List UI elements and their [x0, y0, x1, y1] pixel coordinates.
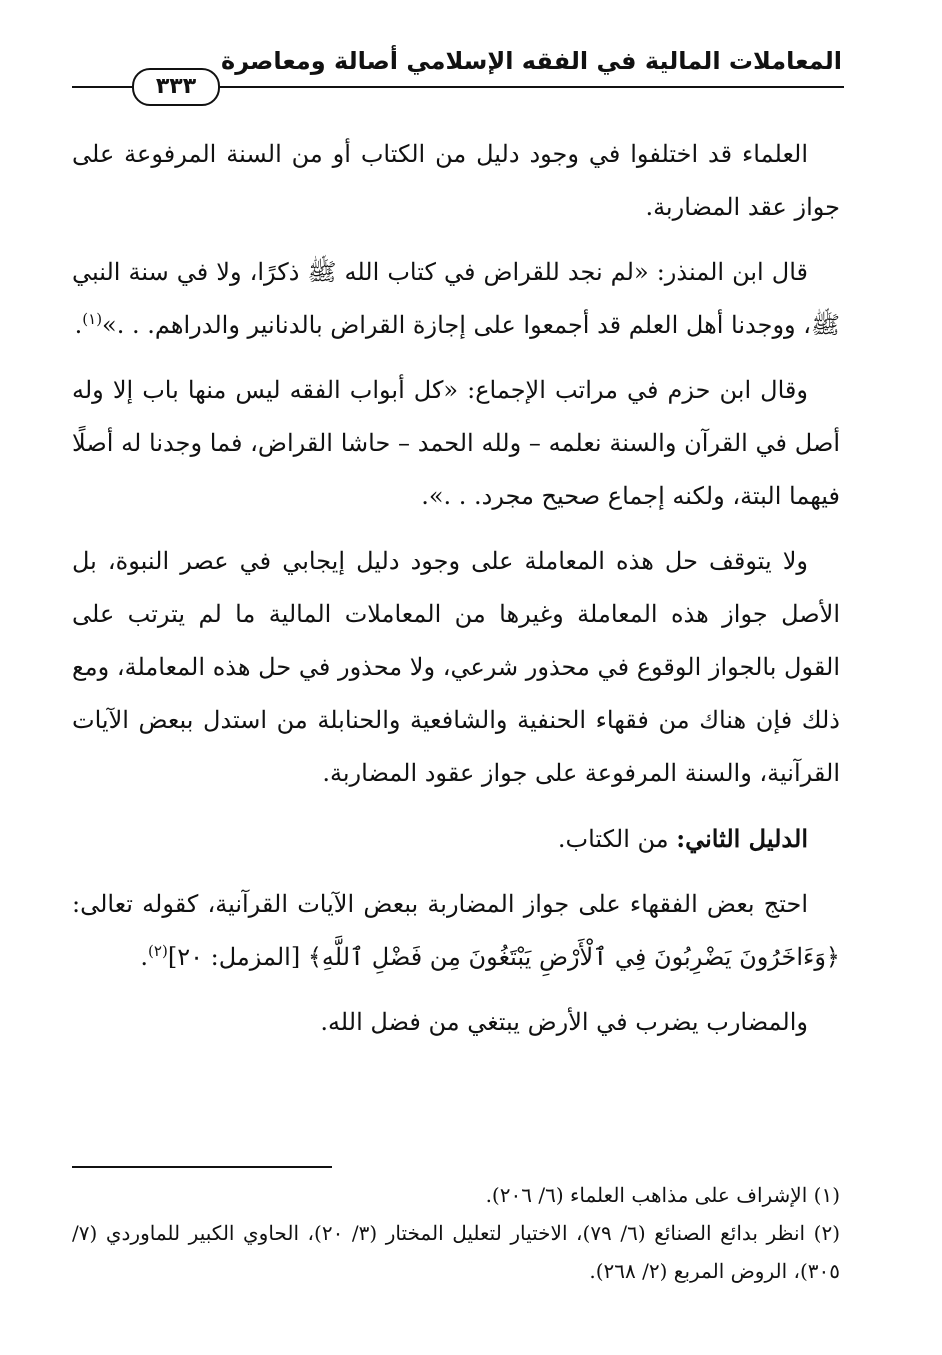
running-header-title: المعاملات المالية في الفقه الإسلامي أصالة ومعاصرة	[221, 47, 842, 75]
footnote-2: (٢) انظر بدائع الصنائع (٦/ ٧٩)، الاختيار لتعليل المختار (٣/ ٢٠)، الحاوي الكبير للماوردي (٧/ ٣٠٥)، الروض المربع (٢/ ٢٦٨).	[72, 1221, 840, 1283]
paragraph-5-text: احتج بعض الفقهاء على جواز المضاربة ببعض الآيات القرآنية، كقوله تعالى: ﴿وَءَاخَرُونَ يَضْرِبُونَ فِي ٱلْأَرْضِ يَبْتَغُونَ مِن فَضْلِ ٱللَّهِ﴾ [المزمل: ٢٠]	[72, 890, 840, 971]
section-heading-bold: الدليل الثاني:	[676, 824, 808, 853]
paragraph-5-end: .	[140, 943, 149, 971]
footnote-ref-2: (٢)	[148, 942, 168, 960]
section-heading	[72, 812, 840, 866]
main-text	[72, 128, 840, 1061]
paragraph-6: والمضارب يضرب في الأرض يبتغي من فضل الله.	[320, 1008, 808, 1036]
paragraph-5	[72, 878, 840, 984]
paragraph-3: وقال ابن حزم في مراتب الإجماع: «كل أبواب الفقه ليس منها باب إلا وله أصل في القرآن والسنة نعلمه – ولله الحمد – حاشا القراض، فما وجدنا له أصلًا فيهما البتة، ولكنه إجماع صحيح مجرد. . .».	[72, 376, 840, 510]
footnotes	[72, 1176, 840, 1290]
paragraph-2-end: .	[74, 311, 83, 339]
paragraph-2-text: قال ابن المنذر: «لم نجد للقراض في كتاب الله ﷺ ذكرًا، ولا في سنة النبي ﷺ، ووجدنا أهل العلم قد أجمعوا على إجازة القراض بالدنانير والدراهم. . .»	[72, 258, 840, 339]
paragraph-1: العلماء قد اختلفوا في وجود دليل من الكتاب أو من السنة المرفوعة على جواز عقد المضاربة.	[72, 140, 840, 221]
page-number: ٣٣٣	[132, 68, 220, 106]
footnote-ref-1: (١)	[82, 310, 103, 328]
paragraph-4: ولا يتوقف حل هذه المعاملة على وجود دليل إيجابي في عصر النبوة، بل الأصل جواز هذه المعاملة وغيرها من المعاملات المالية ما لم يترتب على القول بالجواز الوقوع في محذور شرعي، ولا محذور في حل هذه المعاملة، ومع ذلك فإن هناك من فقهاء الحنفية والشافعية والحنابلة من استدل ببعض الآيات القرآنية، والسنة المرفوعة على جواز عقود المضاربة.	[72, 547, 840, 787]
footnote-rule	[72, 1166, 332, 1168]
footnote-1: (١) الإشراف على مذاهب العلماء (٦/ ٢٠٦).	[485, 1183, 840, 1207]
paragraph-2	[72, 246, 840, 352]
section-heading-rest: من الكتاب.	[557, 825, 677, 853]
